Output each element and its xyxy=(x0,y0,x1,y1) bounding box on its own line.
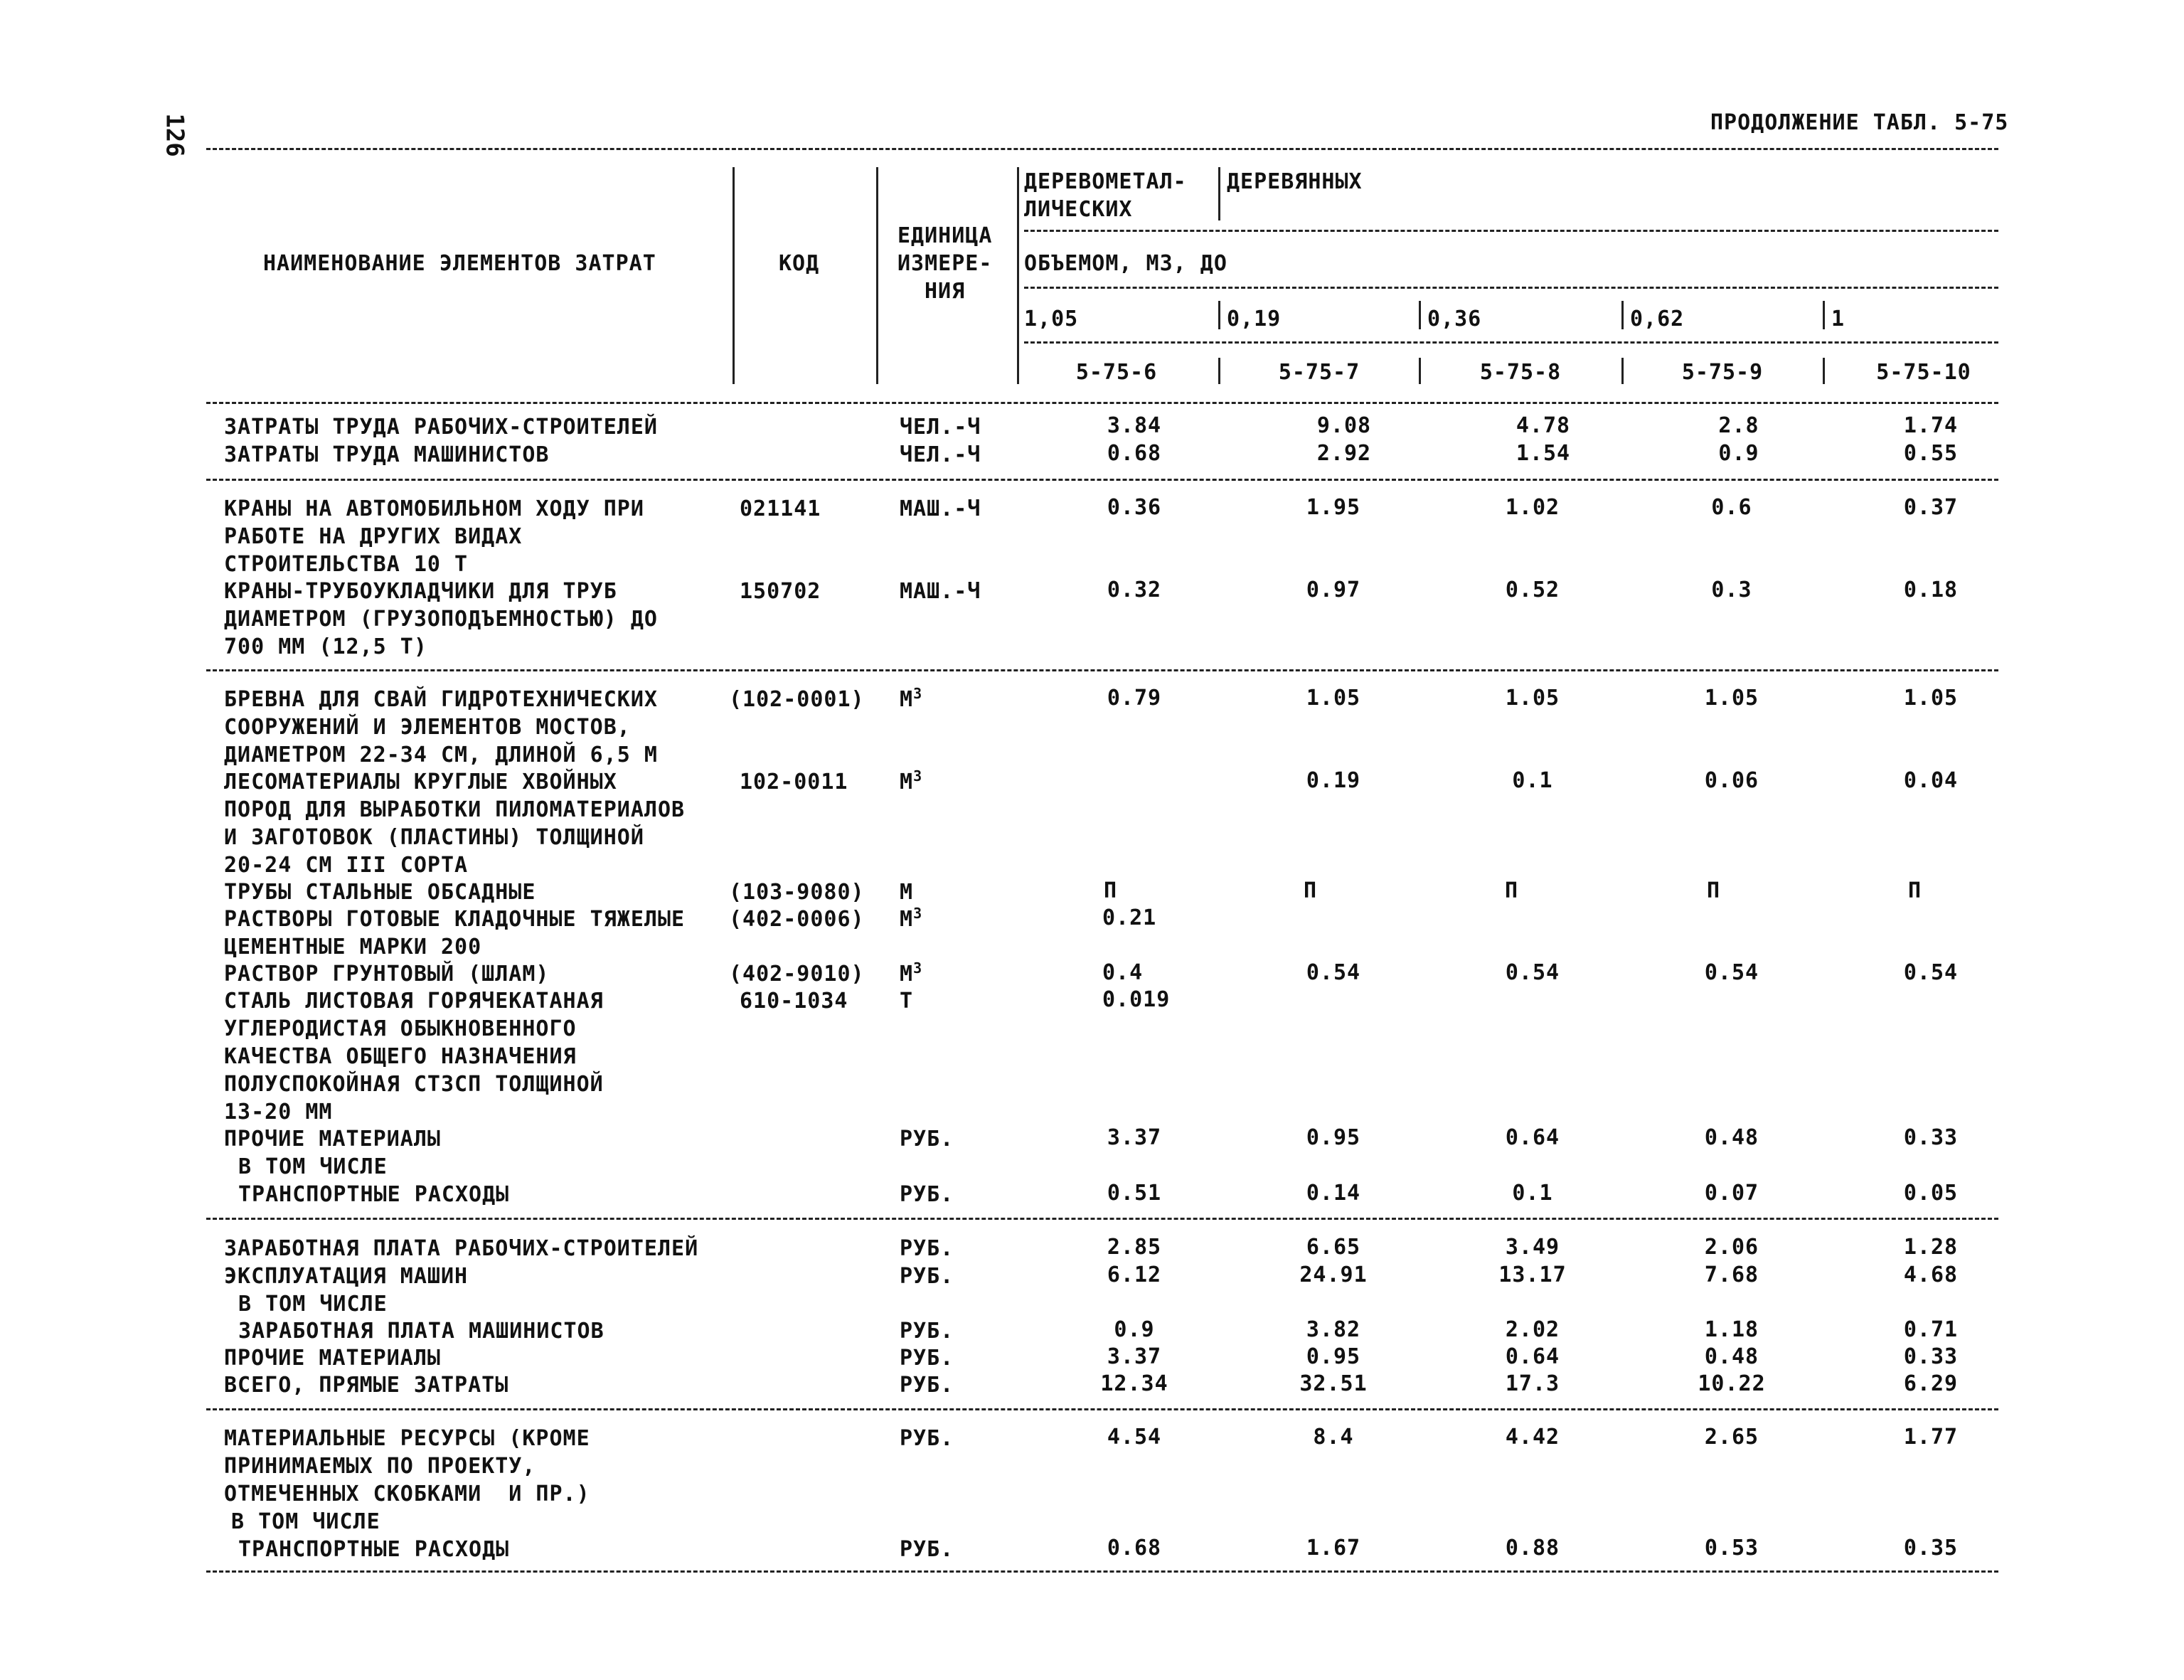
row-code: (102-0001) xyxy=(729,687,865,712)
top-rule xyxy=(206,148,1998,150)
row-value: 0.97 xyxy=(1306,578,1361,602)
row-code: (103-9080) xyxy=(729,880,865,905)
header-code-col: КОД xyxy=(779,251,820,276)
header-group2: ДЕРЕВЯННЫХ xyxy=(1227,169,1363,194)
row-name: ПРОЧИЕ МАТЕРИАЛЫ xyxy=(224,1346,441,1371)
header-group1-line1: ДЕРЕВОМЕТАЛ- xyxy=(1024,169,1187,194)
header-volume-3: 0,36 xyxy=(1427,307,1482,331)
row-name: ЗАТРАТЫ ТРУДА МАШИНИСТОВ xyxy=(224,442,550,467)
row-value: 0.18 xyxy=(1903,578,1959,602)
row-value: 6.29 xyxy=(1903,1371,1959,1396)
header-code-5: 5-75-10 xyxy=(1876,360,1971,385)
row-value: 3.84 xyxy=(1107,413,1162,438)
continuation-title: ПРОДОЛЖЕНИЕ ТАБЛ. 5-75 xyxy=(1710,110,2009,135)
row-value: 0.9 xyxy=(1718,441,1759,466)
row-value: 4.68 xyxy=(1903,1262,1959,1287)
row-value: 1.28 xyxy=(1903,1235,1959,1260)
row-value: 1.02 xyxy=(1505,495,1560,520)
row-unit: РУБ. xyxy=(900,1264,954,1289)
row-value: 0.4 xyxy=(1102,960,1144,985)
row-value: 6.65 xyxy=(1306,1235,1361,1260)
row-value: 9.08 xyxy=(1316,413,1372,438)
row-value: 0.1 xyxy=(1512,1181,1553,1206)
row-value: 32.51 xyxy=(1299,1371,1368,1396)
header-divider xyxy=(1218,301,1220,329)
row-unit: ЧЕЛ.-Ч xyxy=(900,442,981,467)
header-divider xyxy=(733,167,735,384)
section-rule xyxy=(206,479,1998,481)
row-value: 3.82 xyxy=(1306,1317,1361,1342)
row-value: 0.48 xyxy=(1704,1125,1759,1150)
row-name: КРАНЫ НА АВТОМОБИЛЬНОМ ХОДУ ПРИ xyxy=(224,496,644,521)
header-volume-5: 1 xyxy=(1831,307,1845,331)
row-value: 1.74 xyxy=(1903,413,1959,438)
row-unit: ЧЕЛ.-Ч xyxy=(900,415,981,440)
row-value: П xyxy=(1304,878,1318,903)
row-code: (402-0006) xyxy=(729,907,865,932)
row-value: 0.51 xyxy=(1107,1181,1162,1206)
row-value: 3.37 xyxy=(1107,1344,1162,1369)
row-name: ПОЛУСПОКОЙНАЯ СТ3СП ТОЛЩИНОЙ xyxy=(224,1072,604,1097)
row-value: 0.33 xyxy=(1903,1344,1959,1369)
row-value: 0.64 xyxy=(1505,1125,1560,1150)
row-value: 0.32 xyxy=(1107,578,1162,602)
row-value: 0.68 xyxy=(1107,1536,1162,1561)
header-rule xyxy=(1024,230,1998,232)
row-value: 0.95 xyxy=(1306,1344,1361,1369)
row-unit: РУБ. xyxy=(900,1319,954,1344)
row-value: 0.88 xyxy=(1505,1536,1560,1561)
row-code: 610-1034 xyxy=(740,989,848,1014)
header-divider xyxy=(1621,301,1624,329)
header-rule xyxy=(1024,287,1998,289)
row-code: 150702 xyxy=(740,579,821,604)
row-value: 3.37 xyxy=(1107,1125,1162,1150)
row-code: 102-0011 xyxy=(740,770,848,794)
header-code-1: 5-75-6 xyxy=(1075,360,1158,385)
header-code-4: 5-75-9 xyxy=(1681,360,1764,385)
unit-symbol: М xyxy=(900,907,914,932)
row-name: В ТОМ ЧИСЛЕ xyxy=(238,1292,388,1317)
section-rule xyxy=(206,1408,1998,1410)
row-name: ЗАРАБОТНАЯ ПЛАТА РАБОЧИХ-СТРОИТЕЛЕЙ xyxy=(224,1236,699,1261)
row-value: 3.49 xyxy=(1505,1235,1560,1260)
row-value: 4.54 xyxy=(1107,1425,1162,1450)
row-unit: РУБ. xyxy=(900,1182,954,1207)
row-name: ЦЕМЕНТНЫЕ МАРКИ 200 xyxy=(224,935,482,959)
header-volume-1: 1,05 xyxy=(1024,307,1079,331)
header-rule xyxy=(1024,341,1998,344)
header-bottom-rule xyxy=(206,402,1998,404)
row-value: 0.3 xyxy=(1711,578,1752,602)
row-value: 1.05 xyxy=(1306,686,1361,711)
row-name: ДИАМЕТРОМ 22-34 СМ, ДЛИНОЙ 6,5 М xyxy=(224,743,658,767)
row-unit: РУБ. xyxy=(900,1373,954,1398)
row-value: 1.18 xyxy=(1704,1317,1759,1342)
row-name: ОТМЕЧЕННЫХ СКОБКАМИ И ПР.) xyxy=(224,1482,590,1506)
row-name: ТРУБЫ СТАЛЬНЫЕ ОБСАДНЫЕ xyxy=(224,880,536,905)
row-value: 8.4 xyxy=(1313,1425,1354,1450)
row-value: 17.3 xyxy=(1505,1371,1560,1396)
row-name: ВСЕГО, ПРЯМЫЕ ЗАТРАТЫ xyxy=(224,1373,509,1398)
row-value: П xyxy=(1104,878,1118,903)
row-name: МАТЕРИАЛЬНЫЕ РЕСУРСЫ (КРОМЕ xyxy=(224,1426,590,1451)
row-value: 0.37 xyxy=(1903,495,1959,520)
row-unit: $М^3$ xyxy=(900,767,923,794)
row-value: 1.95 xyxy=(1306,495,1361,520)
row-name: ЭКСПЛУАТАЦИЯ МАШИН xyxy=(224,1264,469,1289)
row-value: 0.79 xyxy=(1107,686,1162,711)
header-code-3: 5-75-8 xyxy=(1479,360,1562,385)
bottom-rule xyxy=(206,1570,1998,1573)
header-volume-2: 0,19 xyxy=(1227,307,1282,331)
row-name: РАСТВОРЫ ГОТОВЫЕ КЛАДОЧНЫЕ ТЯЖЕЛЫЕ xyxy=(224,907,686,932)
row-value: 2.06 xyxy=(1704,1235,1759,1260)
row-value: 7.68 xyxy=(1704,1262,1759,1287)
header-unit-line1: ЕДИНИЦА xyxy=(897,223,993,248)
row-value: 0.53 xyxy=(1704,1536,1759,1561)
row-value: 0.019 xyxy=(1102,987,1171,1012)
row-unit: РУБ. xyxy=(900,1127,954,1152)
row-name: ЗАРАБОТНАЯ ПЛАТА МАШИНИСТОВ xyxy=(238,1319,604,1344)
row-value: 2.02 xyxy=(1505,1317,1560,1342)
row-unit: $М^3$ xyxy=(900,685,923,712)
row-value: 1.67 xyxy=(1306,1536,1361,1561)
row-unit: $М^3$ xyxy=(900,959,923,987)
row-name: 13-20 ММ xyxy=(224,1100,333,1125)
row-unit: РУБ. xyxy=(900,1537,954,1562)
row-value: 0.05 xyxy=(1903,1181,1959,1206)
header-unit-line2: ИЗМЕРЕ- xyxy=(897,251,993,276)
row-unit: М xyxy=(900,880,914,905)
row-value: 10.22 xyxy=(1698,1371,1766,1396)
row-value: 0.19 xyxy=(1306,768,1361,793)
row-name: СООРУЖЕНИЙ И ЭЛЕМЕНТОВ МОСТОВ, xyxy=(224,715,631,740)
row-unit: $М^3$ xyxy=(900,905,923,932)
section-rule xyxy=(206,1218,1998,1220)
row-name: КРАНЫ-ТРУБОУКЛАДЧИКИ ДЛЯ ТРУБ xyxy=(224,579,617,604)
header-divider xyxy=(1218,167,1220,220)
row-value: 1.54 xyxy=(1516,441,1571,466)
row-name: 700 ММ (12,5 Т) xyxy=(224,634,427,659)
row-value: 4.78 xyxy=(1516,413,1571,438)
row-value: 0.35 xyxy=(1903,1536,1959,1561)
row-value: 2.92 xyxy=(1316,441,1372,466)
row-value: 0.07 xyxy=(1704,1181,1759,1206)
row-value: 2.8 xyxy=(1718,413,1759,438)
row-name: ДИАМЕТРОМ (ГРУЗОПОДЪЕМНОСТЬЮ) ДО xyxy=(224,607,658,632)
row-value: 1.05 xyxy=(1505,686,1560,711)
row-name: СТРОИТЕЛЬСТВА 10 Т xyxy=(224,552,469,577)
row-value: 0.1 xyxy=(1512,768,1553,793)
row-name: РАСТВОР ГРУНТОВЫЙ (ШЛАМ) xyxy=(224,962,550,987)
header-divider xyxy=(1419,358,1421,384)
unit-symbol: М xyxy=(900,962,914,987)
header-divider xyxy=(1419,301,1421,329)
row-value: П xyxy=(1505,878,1519,903)
header-group1-line2: ЛИЧЕСКИХ xyxy=(1024,197,1133,222)
row-name: В ТОМ ЧИСЛЕ xyxy=(238,1154,388,1179)
row-value: П xyxy=(1707,878,1721,903)
row-value: 0.64 xyxy=(1505,1344,1560,1369)
row-name: ЛЕСОМАТЕРИАЛЫ КРУГЛЫЕ ХВОЙНЫХ xyxy=(224,770,617,794)
row-unit: Т xyxy=(900,989,914,1014)
row-value: 0.6 xyxy=(1711,495,1752,520)
row-value: 24.91 xyxy=(1299,1262,1368,1287)
row-name: ТРАНСПОРТНЫЕ РАСХОДЫ xyxy=(238,1537,510,1562)
row-value: 4.42 xyxy=(1505,1425,1560,1450)
page-number: 126 xyxy=(160,113,189,157)
row-name: ТРАНСПОРТНЫЕ РАСХОДЫ xyxy=(238,1182,510,1207)
row-name: СТАЛЬ ЛИСТОВАЯ ГОРЯЧЕКАТАНАЯ xyxy=(224,989,604,1014)
row-value: 0.06 xyxy=(1704,768,1759,793)
row-value: 0.54 xyxy=(1505,960,1560,985)
row-value: 0.68 xyxy=(1107,441,1162,466)
row-value: 6.12 xyxy=(1107,1262,1162,1287)
row-name: И ЗАГОТОВОК (ПЛАСТИНЫ) ТОЛЩИНОЙ xyxy=(224,825,644,850)
section-rule xyxy=(206,669,1998,671)
header-code-2: 5-75-7 xyxy=(1278,360,1360,385)
header-name-col: НАИМЕНОВАНИЕ ЭЛЕМЕНТОВ ЗАТРАТ xyxy=(263,251,656,276)
row-name: ПРОЧИЕ МАТЕРИАЛЫ xyxy=(224,1127,441,1152)
row-value: 13.17 xyxy=(1498,1262,1567,1287)
row-name: 20-24 СМ III СОРТА xyxy=(224,853,469,878)
header-divider xyxy=(1017,167,1019,384)
header-volume-label: ОБЪЕМОМ, М3, ДО xyxy=(1024,251,1227,276)
row-value: 0.54 xyxy=(1903,960,1959,985)
row-value: 0.21 xyxy=(1102,905,1157,930)
row-value: 0.52 xyxy=(1505,578,1560,602)
row-value: 0.36 xyxy=(1107,495,1162,520)
row-name: БРЕВНА ДЛЯ СВАЙ ГИДРОТЕХНИЧЕСКИХ xyxy=(224,687,658,712)
row-value: 0.14 xyxy=(1306,1181,1361,1206)
row-code: 021141 xyxy=(740,496,821,521)
row-code: (402-9010) xyxy=(729,962,865,987)
row-value: 0.55 xyxy=(1903,441,1959,466)
row-name: В ТОМ ЧИСЛЕ xyxy=(231,1509,380,1534)
row-value: 0.48 xyxy=(1704,1344,1759,1369)
row-unit: РУБ. xyxy=(900,1236,954,1261)
row-value: 0.9 xyxy=(1114,1317,1155,1342)
header-divider xyxy=(1218,358,1220,384)
row-value: 0.04 xyxy=(1903,768,1959,793)
header-divider xyxy=(1823,358,1825,384)
row-name: ПОРОД ДЛЯ ВЫРАБОТКИ ПИЛОМАТЕРИАЛОВ xyxy=(224,797,686,822)
row-value: 0.54 xyxy=(1704,960,1759,985)
row-name: КАЧЕСТВА ОБЩЕГО НАЗНАЧЕНИЯ xyxy=(224,1044,577,1069)
header-divider xyxy=(1823,301,1825,329)
header-divider xyxy=(876,167,878,384)
row-name: УГЛЕРОДИСТАЯ ОБЫКНОВЕННОГО xyxy=(224,1016,577,1041)
unit-symbol: М xyxy=(900,770,914,794)
row-value: П xyxy=(1908,878,1922,903)
row-value: 0.33 xyxy=(1903,1125,1959,1150)
row-value: 1.05 xyxy=(1903,686,1959,711)
row-value: 12.34 xyxy=(1100,1371,1168,1396)
header-volume-4: 0,62 xyxy=(1630,307,1685,331)
row-unit: МАШ.-Ч xyxy=(900,496,981,521)
row-value: 0.95 xyxy=(1306,1125,1361,1150)
row-value: 0.71 xyxy=(1903,1317,1959,1342)
row-unit: РУБ. xyxy=(900,1426,954,1451)
header-unit-line3: НИЯ xyxy=(925,279,966,304)
row-name: ЗАТРАТЫ ТРУДА РАБОЧИХ-СТРОИТЕЛЕЙ xyxy=(224,415,658,440)
row-value: 0.54 xyxy=(1306,960,1361,985)
row-unit: МАШ.-Ч xyxy=(900,579,981,604)
row-value: 2.85 xyxy=(1107,1235,1162,1260)
header-divider xyxy=(1621,358,1624,384)
row-value: 1.05 xyxy=(1704,686,1759,711)
unit-symbol: М xyxy=(900,687,914,712)
row-unit: РУБ. xyxy=(900,1346,954,1371)
row-name: ПРИНИМАЕМЫХ ПО ПРОЕКТУ, xyxy=(224,1454,536,1479)
row-name: РАБОТЕ НА ДРУГИХ ВИДАХ xyxy=(224,524,523,549)
row-value: 1.77 xyxy=(1903,1425,1959,1450)
row-value: 2.65 xyxy=(1704,1425,1759,1450)
